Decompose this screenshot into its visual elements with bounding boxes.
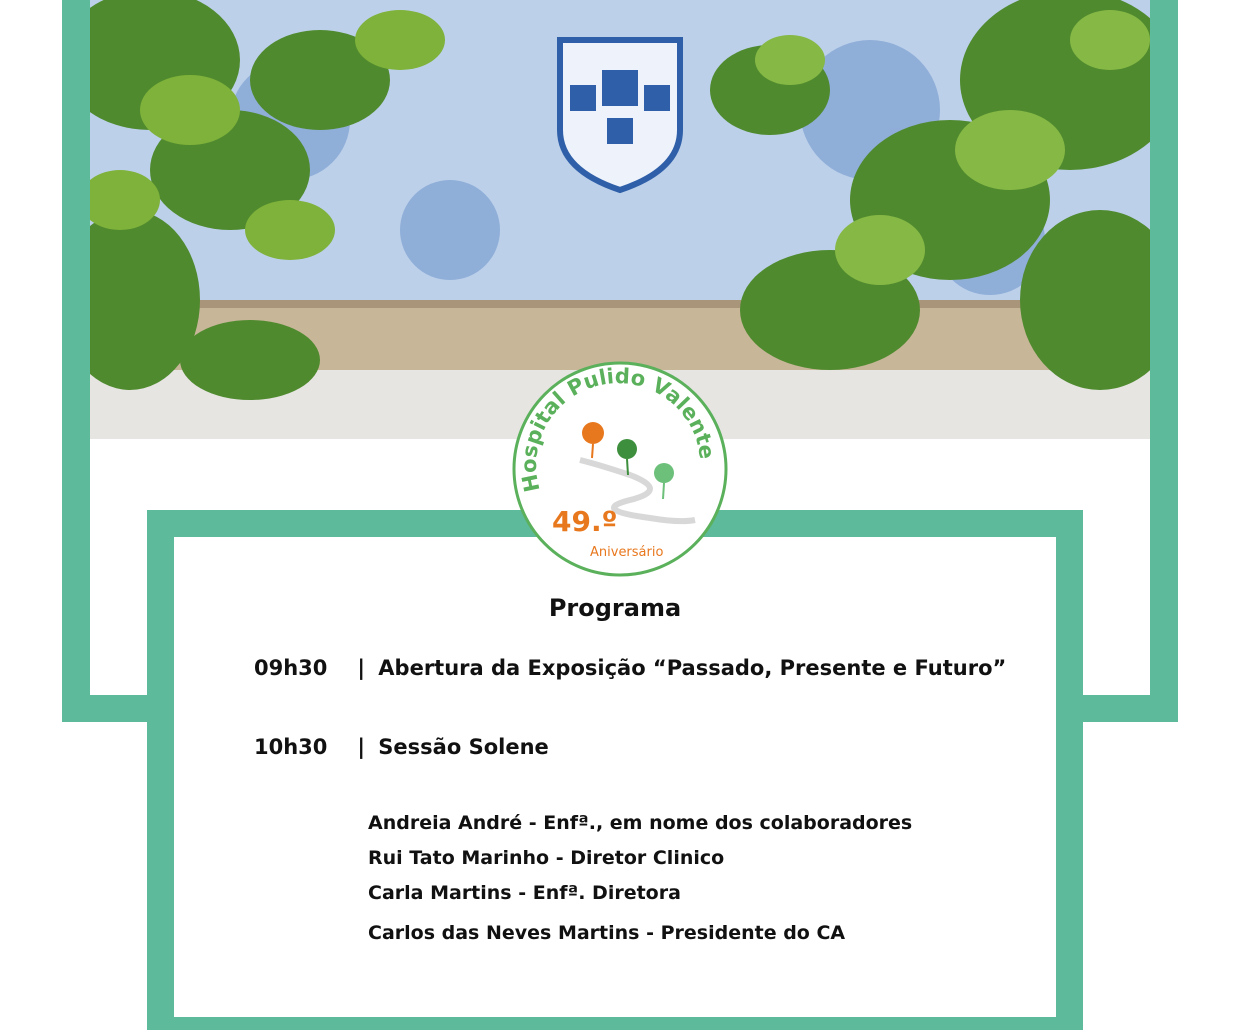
program-item-text: Sessão Solene (378, 735, 549, 759)
program-item-time: 09h30 (254, 656, 328, 680)
speaker-2: Rui Tato Marinho - Diretor Clinico (368, 847, 725, 869)
speaker-4: Carlos das Neves Martins - Presidente do CA (368, 922, 846, 944)
program-item-text: Abertura da Exposição “Passado, Presente e Futuro” (378, 656, 1007, 680)
program-item-separator: | (357, 656, 365, 680)
logo-arc-text: Hospital Pulido Valente (517, 363, 720, 495)
program-item-1 (254, 656, 1006, 680)
speaker-1: Andreia André - Enfª., em nome dos colaboradores (368, 812, 913, 834)
coat-of-arms-icon (560, 40, 680, 190)
program-item-separator: | (357, 735, 365, 759)
program-title: Programa (548, 594, 682, 622)
program-item-time: 10h30 (254, 735, 328, 759)
program-item-2 (254, 735, 549, 759)
speaker-3: Carla Martins - Enfª. Diretora (368, 882, 681, 904)
anniversary-label: Aniversário (590, 545, 664, 560)
anniversary-number: 49.º (552, 505, 618, 538)
